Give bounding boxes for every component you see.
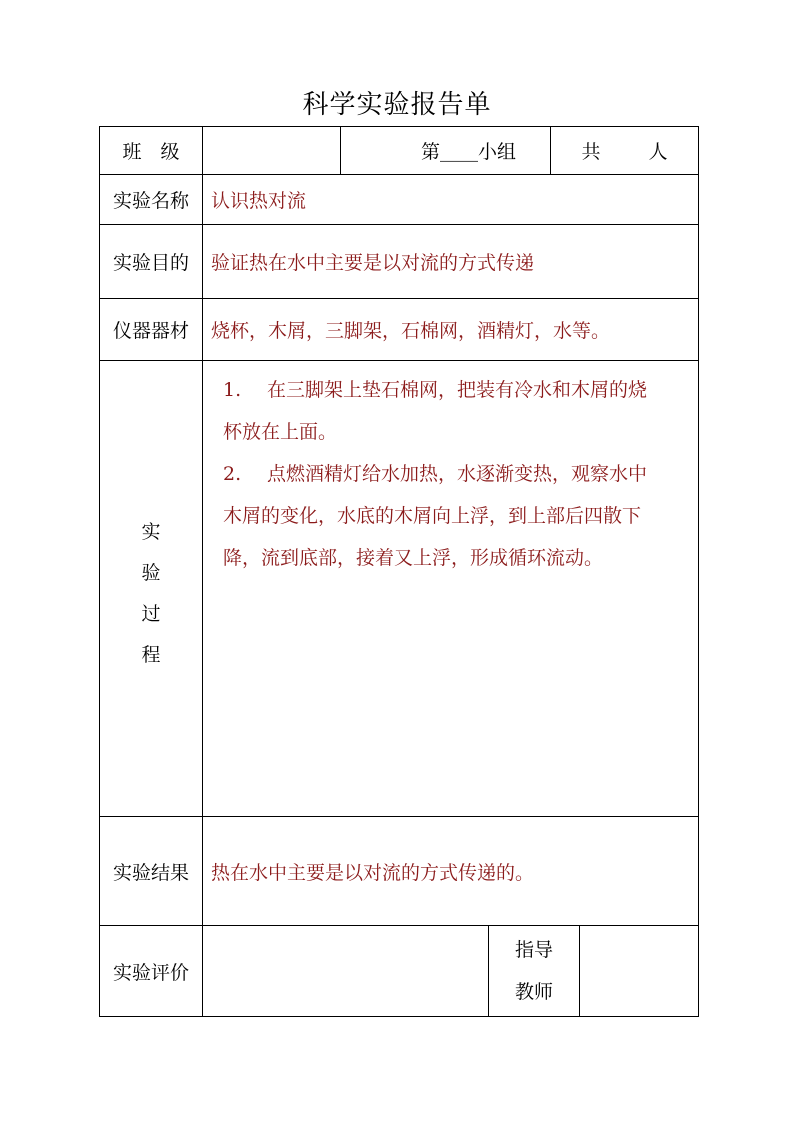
step-number: 1. <box>223 379 242 401</box>
count-field[interactable] <box>551 127 698 174</box>
teacher-field[interactable] <box>580 926 698 1016</box>
teacher-label-line: 指导 <box>514 939 553 961</box>
count-prefix: 共 <box>581 141 601 163</box>
experiment-name-value[interactable]: 认识热对流 <box>211 190 307 212</box>
class-field[interactable] <box>203 127 341 174</box>
purpose-label: 实验目的 <box>100 225 203 298</box>
step-line: 降，流到底部，接着又上浮，形成循环流动。 <box>223 547 604 569</box>
process-label-char: 实 <box>141 520 161 543</box>
result-row <box>100 817 698 926</box>
step-line: 1. 在三脚架上垫石棉网，把装有冷水和木屑的烧 <box>223 369 690 411</box>
teacher-label-line: 教师 <box>514 981 553 1003</box>
purpose-value[interactable]: 验证热在水中主要是以对流的方式传递 <box>211 252 535 274</box>
process-content[interactable] <box>203 361 698 816</box>
equipment-value[interactable]: 烧杯，木屑，三脚架，石棉网，酒精灯，水等。 <box>211 320 611 342</box>
equipment-row <box>100 299 698 361</box>
equipment-label: 仪器器材 <box>100 299 203 360</box>
process-label-char: 验 <box>141 561 161 584</box>
result-value[interactable]: 热在水中主要是以对流的方式传递的。 <box>211 861 535 884</box>
evaluation-field[interactable] <box>203 926 489 1016</box>
evaluation-label: 实验评价 <box>100 926 203 1016</box>
step-line: 杯放在上面。 <box>223 421 338 443</box>
step-line: 木屑的变化，水底的木屑向上浮，到上部后四散下 <box>223 505 642 527</box>
process-label-char: 过 <box>141 602 161 625</box>
group-prefix: 第 <box>420 141 440 163</box>
teacher-label <box>489 926 580 1016</box>
result-label: 实验结果 <box>100 817 203 925</box>
report-form <box>99 126 699 1017</box>
process-row <box>100 361 698 817</box>
class-label: 班 级 <box>100 127 203 174</box>
experiment-name-row <box>100 175 698 225</box>
process-label-char: 程 <box>141 643 161 666</box>
step-line: 2. 点燃酒精灯给水加热，水逐渐变热，观察水中 <box>223 453 690 495</box>
process-step <box>223 369 690 579</box>
purpose-row <box>100 225 698 299</box>
process-label <box>100 361 203 816</box>
experiment-name-label: 实验名称 <box>100 175 203 224</box>
group-field[interactable] <box>341 127 551 174</box>
page-title: 科学实验报告单 <box>302 90 492 120</box>
class-row <box>100 127 698 175</box>
group-blank: ____ <box>439 139 478 162</box>
count-suffix: 人 <box>648 141 668 163</box>
step-number: 2. <box>223 463 242 485</box>
group-suffix: 小组 <box>477 141 516 163</box>
evaluation-row <box>100 926 698 1016</box>
